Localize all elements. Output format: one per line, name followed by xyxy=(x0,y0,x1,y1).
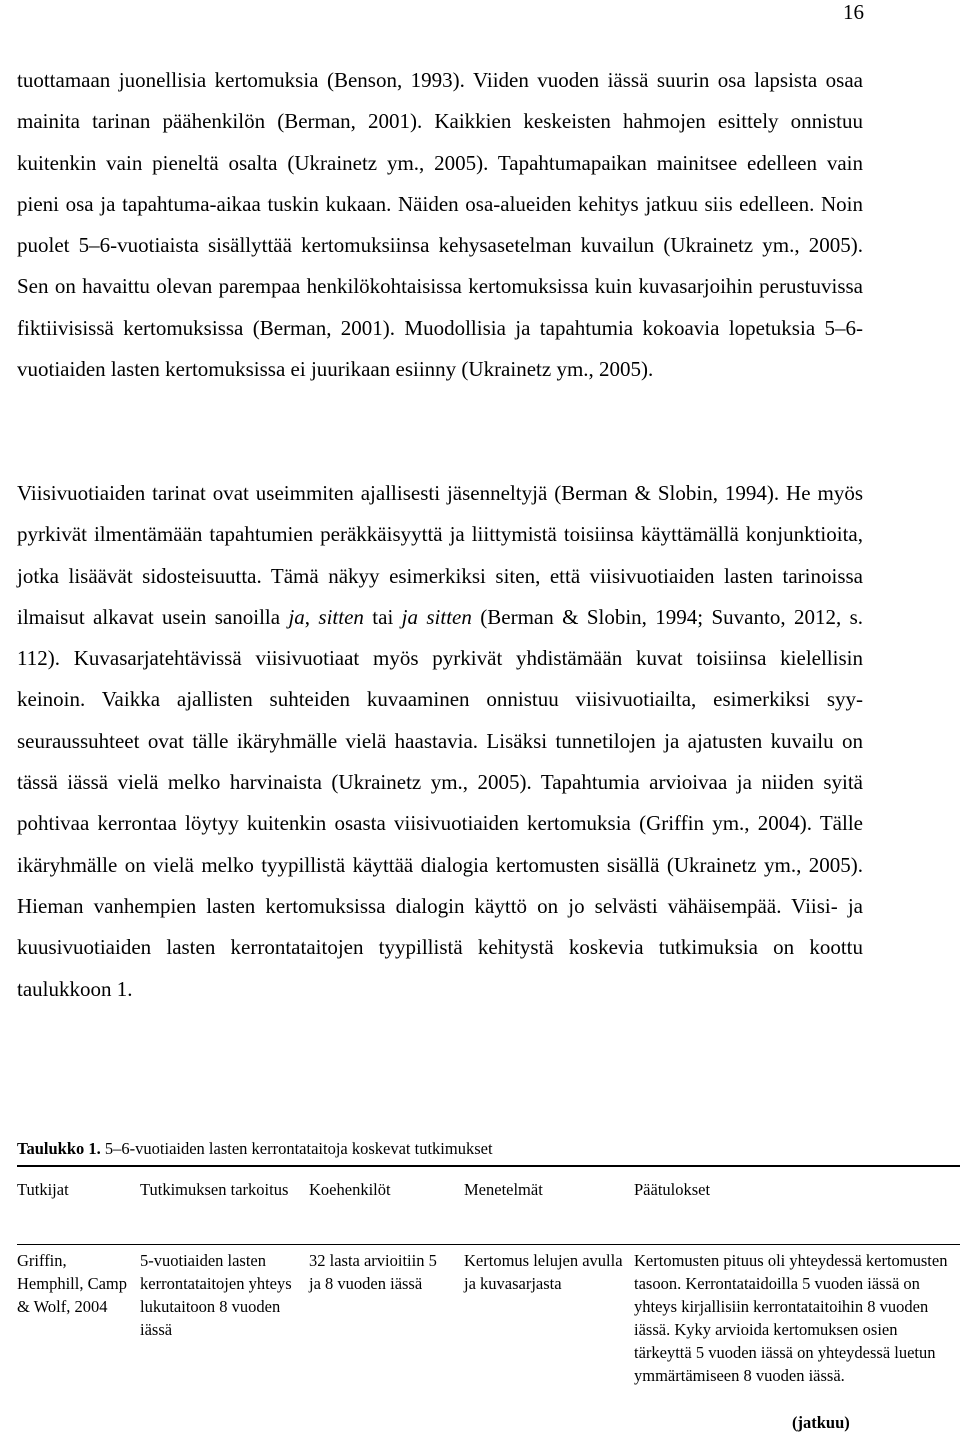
header-methods: Menetelmät xyxy=(464,1180,543,1199)
table-caption-text: 5–6-vuotiaiden lasten kerrontataitoja koskevat tutkimukset xyxy=(100,1139,493,1158)
header-results: Päätulokset xyxy=(634,1180,711,1199)
paragraph-1-text: tuottamaan juonellisia kertomuksia (Benson, 1993). Viiden vuoden iässä suurin osa lapsista osaa mainita tarinan päähenkilön (Berman, 2001). Kaikkien keskeisten hahmojen esittely onnistuu kuitenkin vain pieneltä osalta (Ukrainetz ym., 2005). Tapahtumapaikan mainitsee edelleen vain pieni osa ja tapahtuma-aikaa tuskin kukaan. Näiden osa-alueiden kehitys jatkuu siis edelleen. Noin puolet 5–6-vuotiaista sisällyttää kertomuksiinsa kehysasetelman kuvailun (Ukrainetz ym., 2005). Sen on havaittu olevan parempaa henkilökohtaisissa kertomuksissa kuin kuvasarjoihin perustuvissa fiktiivisissä kertomuksissa (Berman, 2001). Muodollisia ja tapahtumia kokoavia lopetuksia 5–6-vuotiaiden lasten kertomuksissa ei juurikaan esiinny (Ukrainetz ym., 2005). xyxy=(17,68,863,382)
cell-researchers: Griffin, Hemphill, Camp & Wolf, 2004 xyxy=(17,1251,127,1316)
italic-term-sitten: sitten xyxy=(318,604,364,629)
header-subjects: Koehenkilöt xyxy=(309,1180,391,1199)
table-continued-note: (jatkuu) xyxy=(792,1413,850,1432)
body-paragraph-1 xyxy=(17,60,863,390)
table-caption xyxy=(17,1138,493,1160)
cell-purpose: 5-vuotiaiden lasten kerrontataitojen yhteys lukutaitoon 8 vuoden iässä xyxy=(140,1251,292,1339)
table-header-rule xyxy=(17,1244,960,1245)
body-paragraph-2 xyxy=(17,473,863,1010)
italic-term-ja: ja xyxy=(288,604,305,629)
paragraph-2-text-a: Viisivuotiaiden tarinat ovat useimmiten ajallisesti jäsenneltyjä (Berman & Slobin, 1994). He myös pyrkivät ilmentämään tapahtumien peräkkäisyyttä ja liittymistä toisiinsa käyttämällä konjunktioita, jotka lisäävät sidosteisuutta. Tämä näkyy esimerkiksi siten, että viisivuotiaiden lasten tarinoissa ilmaisut alkavat usein sanoilla xyxy=(17,481,863,629)
italic-term-ja-sitten: ja sitten xyxy=(401,604,472,629)
table-caption-label: Taulukko 1. xyxy=(17,1139,101,1158)
paragraph-2-text-b: , xyxy=(304,604,319,629)
paragraph-2-text-c: tai xyxy=(363,604,402,629)
cell-results: Kertomusten pituus oli yhteydessä kertomusten tasoon. Kerrontataidoilla 5 vuoden iässä on yhteys kirjallisiin kerrontataitoihin 8 vuoden iässä. Kyky arvioida kertomuksen osien tärkeyttä 5 vuoden iässä on yhteydessä luetun ymmärtämiseen 8 vuoden iässä. xyxy=(634,1251,948,1385)
cell-methods: Kertomus lelujen avulla ja kuvasarjasta xyxy=(464,1251,623,1293)
header-researchers: Tutkijat xyxy=(17,1180,69,1199)
table-top-rule xyxy=(17,1165,960,1167)
header-purpose: Tutkimuksen tarkoitus xyxy=(140,1180,289,1199)
paragraph-2-text-d: (Berman & Slobin, 1994; Suvanto, 2012, s. 112). Kuvasarjatehtävissä viisivuotiaat myös pyrkivät yhdistämään kuvat toisiinsa kielellisin keinoin. Vaikka ajallisten suhteiden kuvaaminen onnistuu viisivuotiailta, esimerkiksi syy-seuraussuhteet ovat tälle ikäryhmälle vielä haastavia. Lisäksi tunnetilojen ja ajatusten kuvailu on tässä iässä vielä melko harvinaista (Ukrainetz ym., 2005). Tapahtumia arvioivaa ja niiden syitä pohtivaa kerrontaa löytyy kuitenkin osasta viisivuotiaiden kertomuksia (Griffin ym., 2004). Tälle ikäryhmälle on vielä melko tyypillistä käyttää dialogia kertomusten sisällä (Ukrainetz ym., 2005). Hieman vanhempien lasten kertomuksissa dialogin käyttö on jo selvästi vähäisempää. Viisi- ja kuusivuotiaiden lasten kerrontataitojen tyypillistä kehitystä koskevia tutkimuksia on koottu taulukkoon 1. xyxy=(17,604,864,1001)
cell-subjects: 32 lasta arvioitiin 5 ja 8 vuoden iässä xyxy=(309,1251,437,1293)
page-number: 16 xyxy=(843,0,864,24)
